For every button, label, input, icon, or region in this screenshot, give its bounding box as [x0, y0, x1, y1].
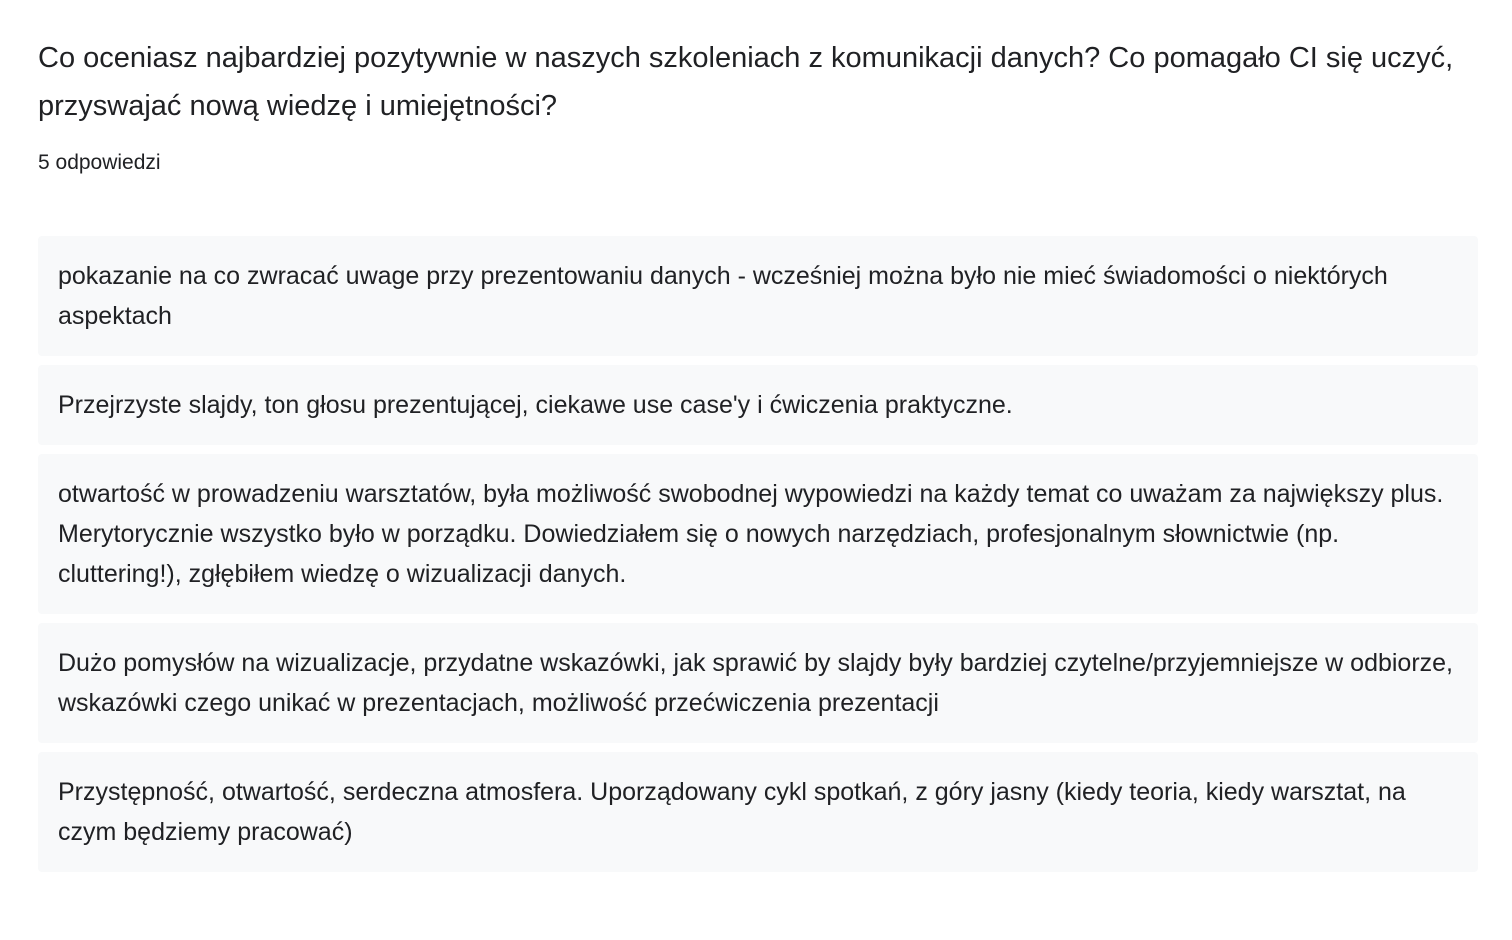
answer-item: pokazanie na co zwracać uwage przy prezentowaniu danych - wcześniej można było nie mieć świadomości o niektórych aspektach	[38, 236, 1478, 356]
answer-item: Przystępność, otwartość, serdeczna atmosfera. Uporządowany cykl spotkań, z góry jasny (kiedy teoria, kiedy warsztat, na czym będziemy pracować)	[38, 752, 1478, 872]
answer-item: Dużo pomysłów na wizualizacje, przydatne wskazówki, jak sprawić by slajdy były bardziej czytelne/przyjemniejsze w odbiorze, wskazówki czego unikać w prezentacjach, możliwość przećwiczenia prezentacji	[38, 623, 1478, 743]
question-title: Co oceniasz najbardziej pozytywnie w naszych szkoleniach z komunikacji danych? Co pomagało CI się uczyć, przyswajać nową wiedzę i umiejętności?	[38, 42, 1454, 122]
answer-item: Przejrzyste slajdy, ton głosu prezentującej, ciekawe use case'y i ćwiczenia praktyczne.	[38, 365, 1478, 445]
response-count: 5 odpowiedzi	[38, 151, 161, 174]
answer-list	[38, 236, 1478, 872]
answer-item: otwartość w prowadzeniu warsztatów, była możliwość swobodnej wypowiedzi na każdy temat co uważam za największy plus. Merytorycznie wszystko było w porządku. Dowiedziałem się o nowych narzędziach, profesjonalnym słownictwie (np. cluttering!), zgłębiłem wiedzę o wizualizacji danych.	[38, 454, 1478, 614]
